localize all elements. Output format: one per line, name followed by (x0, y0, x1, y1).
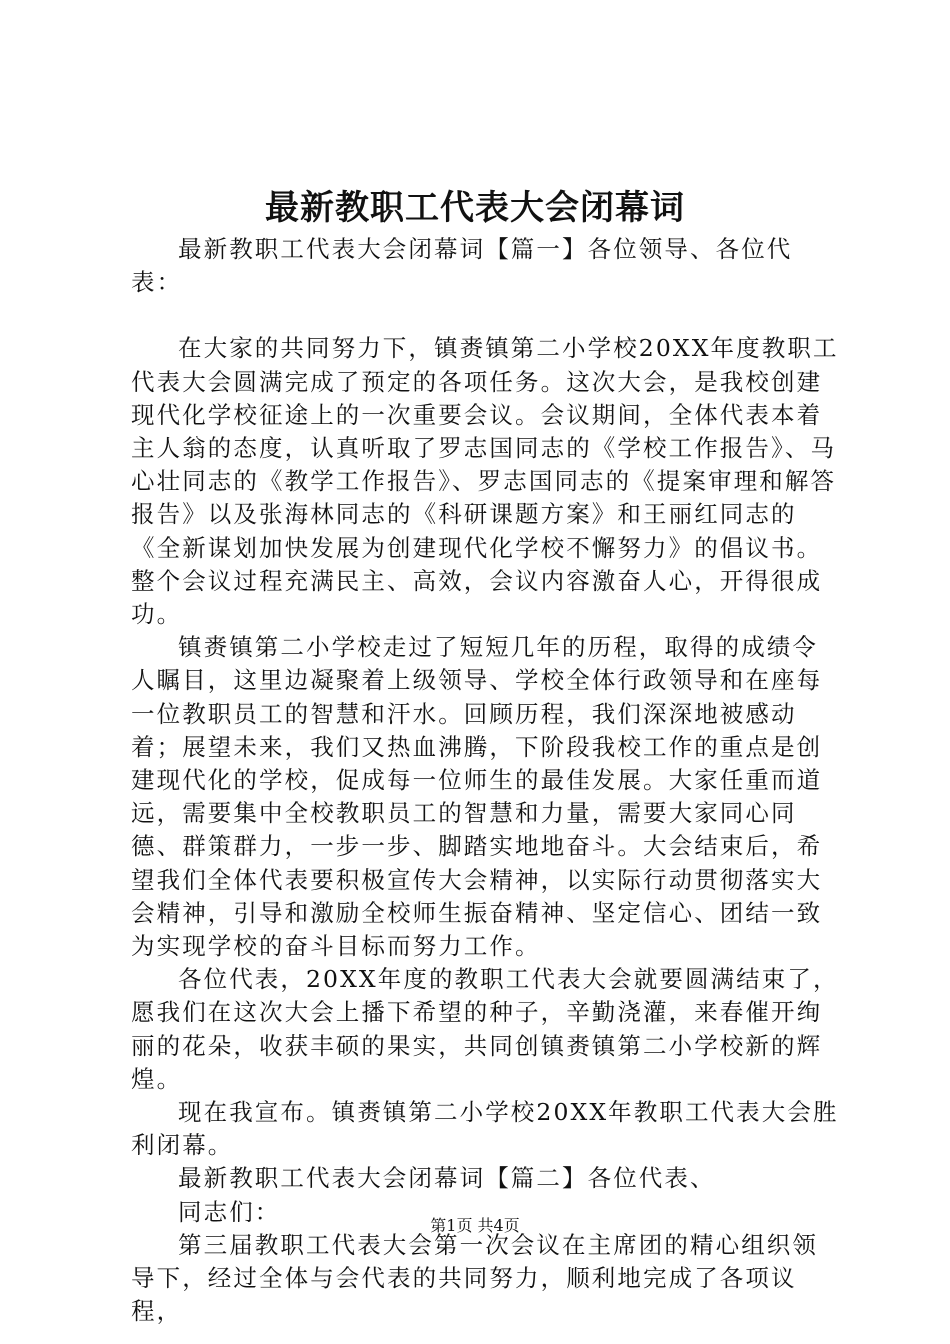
document-title: 最新教职工代表大会闭幕词 (265, 188, 685, 228)
paragraph-meeting-summary: 在大家的共同努力下，镇赉镇第二小学校20XX年度教职工代表大会圆满完成了预定的各项任务。这次大会，是我校创建现代化学校征途上的一次重要会议。会议期间，全体代表本着主人翁的态度，认真听取了罗志国同志的《学校工作报告》、马心壮同志的《教学工作报告》、罗志国同志的《提案审理和解答报告》以及张海林同志的《科研课题方案》和王丽红同志的《全新谋划加快发展为创建现代化学校不懈努力》的倡议书。整个会议过程充满民主、高效，会议内容激奋人心，开得很成功。 (131, 334, 839, 629)
paragraph-intro-part1: 最新教职工代表大会闭幕词【篇一】各位领导、各位代表： (131, 235, 793, 297)
paragraph-intro-part2: 最新教职工代表大会闭幕词【篇二】各位代表、 (178, 1164, 716, 1193)
paragraph-third-congress: 第三届教职工代表大会第一次会议在主席团的精心组织领导下，经过全体与会代表的共同努力，顺利地完成了各项议程， (131, 1230, 818, 1326)
paragraph-closing-announcement: 现在我宣布。镇赉镇第二小学校20XX年教职工代表大会胜利闭幕。 (131, 1098, 839, 1160)
paragraph-school-history: 镇赉镇第二小学校走过了短短几年的历程，取得的成绩令人瞩目，这里边凝聚着上级领导、学校全体行政领导和在座每一位教职员工的智慧和汗水。回顾历程，我们深深地被感动着；展望未来，我们又热血沸腾，下阶段我校工作的重点是创建现代化的学校，促成每一位师生的最佳发展。大家任重而道远，需要集中全校教职员工的智慧和力量，需要大家同心同德、群策群力，一步一步、脚踏实地地奋斗。大会结束后，希望我们全体代表要积极宣传大会精神，以实际行动贯彻落实大会精神，引导和激励全校师生振奋精神、坚定信心、团结一致为实现学校的奋斗目标而努力工作。 (131, 633, 823, 961)
document-body (131, 233, 843, 1329)
page-number-footer: 第1页 共4页 (430, 1216, 520, 1235)
paragraph-wishes: 各位代表，20XX年度的教职工代表大会就要圆满结束了，愿我们在这次大会上播下希望的种子，辛勤浇灌，来春催开绚丽的花朵，收获丰硕的果实，共同创镇赉镇第二小学校新的辉煌。 (131, 965, 839, 1093)
paragraph-salutation: 同志们： (178, 1197, 281, 1226)
